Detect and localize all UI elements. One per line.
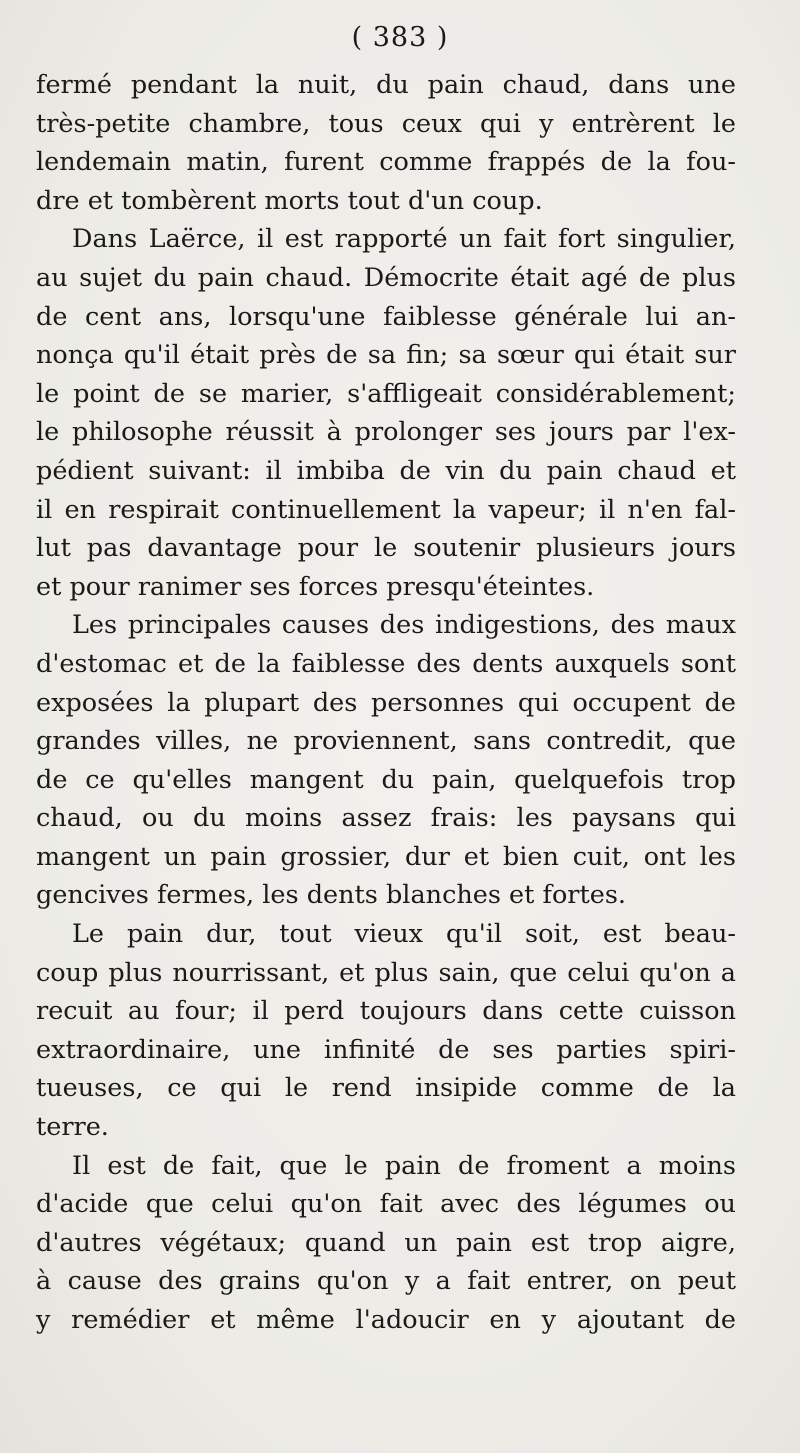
text-line: et pour ranimer ses forces presqu'éteintes. [36,571,595,602]
text-line: gencives fermes, les dents blanches et fortes. [36,880,627,911]
text-line: fermé pendant la nuit, du pain chaud, dans une [36,70,736,100]
text-line: Dans Laërce, il est rapporté un fait fort singulier, [72,224,736,255]
text-line: y remédier et même l'adoucir en y ajoutant de [36,1305,736,1335]
text-line: d'acide que celui qu'on fait avec des légumes ou [36,1189,736,1220]
text-line: lendemain matin, furent comme frappés de la fou- [36,147,736,178]
page-number: ( 383 ) [351,22,449,53]
text-line: coup plus nourrissant, et plus sain, que celui qu'on a [36,957,736,988]
text-line: tueuses, ce qui le rend insipide comme de la [36,1073,736,1104]
text-line: terre. [36,1112,109,1143]
text-line: grandes villes, ne proviennent, sans contredit, que [36,726,736,757]
text-line: chaud, ou du moins assez frais: les paysans qui [36,803,736,834]
text-line: au sujet du pain chaud. Démocrite était agé de plus [36,262,736,293]
text-line: nonça qu'il était près de sa fin; sa sœur qui était sur [36,340,736,371]
text-line: très-petite chambre, tous ceux qui y entrèrent le [36,108,736,139]
text-line: d'autres végétaux; quand un pain est trop aigre, [36,1227,736,1258]
text-line: extraordinaire, une infinité de ses parties spiri- [36,1034,736,1065]
text-line: il en respirait continuellement la vapeur; il n'en fal- [36,494,736,525]
text-line: mangent un pain grossier, dur et bien cuit, ont les [36,841,736,872]
body-text [36,66,736,1340]
paragraph-4 [36,915,736,1147]
paragraph-3 [36,606,736,915]
text-line: Le pain dur, tout vieux qu'il soit, est beau- [72,919,736,950]
paragraph-5 [36,1147,736,1340]
text-line: lut pas davantage pour le soutenir plusieurs jours [36,533,736,564]
text-line: de ce qu'elles mangent du pain, quelquefois trop [36,764,736,795]
paragraph-1 [36,66,736,220]
text-line: de cent ans, lorsqu'une faiblesse générale lui an- [36,301,736,332]
paragraph-2 [36,220,736,606]
text-line: recuit au four; il perd toujours dans cette cuisson [36,996,736,1027]
text-line: d'estomac et de la faiblesse des dents auxquels sont [36,648,736,679]
text-line: pédient suivant: il imbiba de vin du pain chaud et [36,455,736,486]
text-line: à cause des grains qu'on y a fait entrer, on peut [36,1266,736,1297]
text-line: dre et tombèrent morts tout d'un coup. [36,185,543,216]
text-line: le point de se marier, s'affligeait considérablement; [36,378,736,409]
text-line: Les principales causes des indigestions, des maux [72,610,736,641]
text-line: le philosophe réussit à prolonger ses jours par l'ex- [36,417,736,448]
text-line: Il est de fait, que le pain de froment a moins [72,1150,736,1181]
text-line: exposées la plupart des personnes qui occupent de [36,687,736,718]
